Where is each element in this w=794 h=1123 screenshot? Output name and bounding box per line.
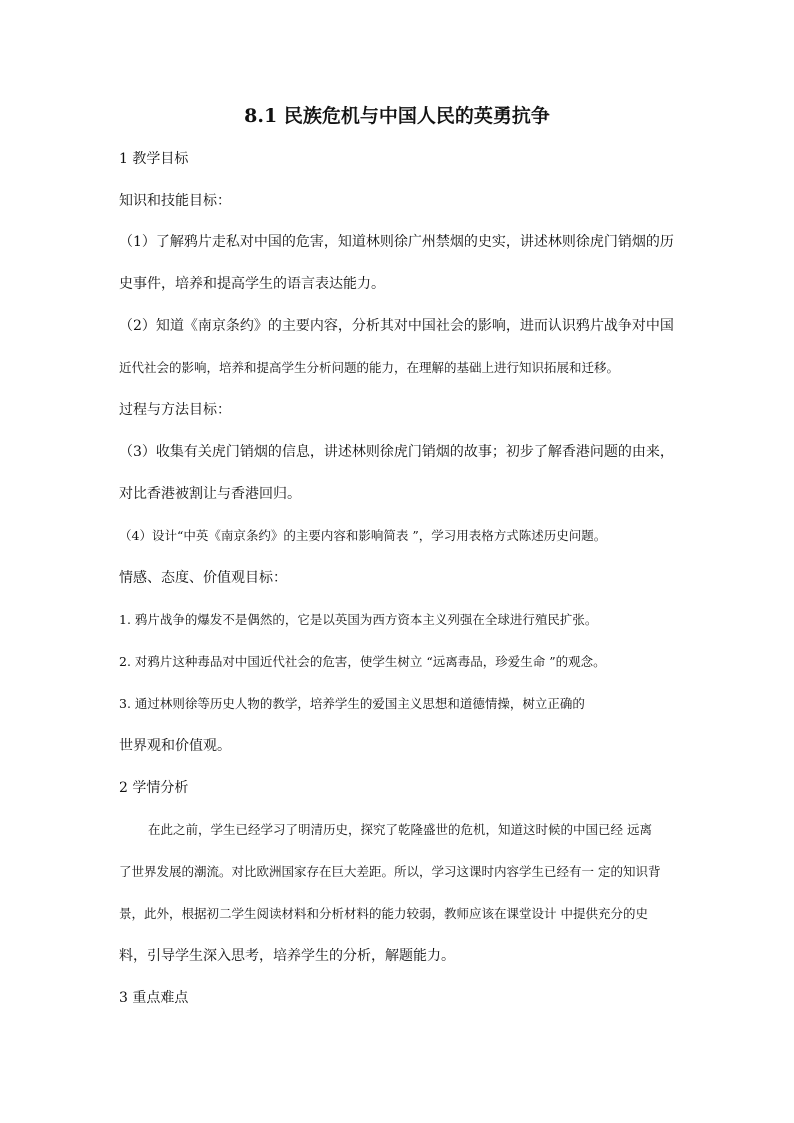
analysis-paragraph-line-4: 料，引导学生深入思考，培养学生的分析，解题能力。 <box>119 948 455 964</box>
objective-item-3-line-2: 对比香港被割让与香港回归。 <box>119 486 301 502</box>
document-title: 8.1 民族危机与中国人民的英勇抗争 <box>244 105 550 127</box>
value-point-2: 2. 对鸦片这种毒品对中国近代社会的危害，使学生树立 “远离毒品，珍爱生命 ”的观念。 <box>119 654 606 669</box>
objective-item-1-line-1: （1）了解鸦片走私对中国的危害，知道林则徐广州禁烟的史实，讲述林则徐虎门销烟的历 <box>119 234 674 250</box>
section-heading-objectives: 1 教学目标 <box>119 151 189 167</box>
subheading-process-methods: 过程与方法目标： <box>119 402 231 418</box>
value-point-3-line-1: 3. 通过林则徐等历史人物的教学，培养学生的爱国主义思想和道德情操，树立正确的 <box>119 696 585 711</box>
section-heading-key-difficulties: 3 重点难点 <box>119 990 189 1006</box>
subheading-knowledge-skills: 知识和技能目标： <box>119 193 231 209</box>
subheading-emotion-values: 情感、态度、价值观目标： <box>119 570 287 586</box>
objective-item-2-line-1: （2）知道《南京条约》的主要内容，分析其对中国社会的影响，进而认识鸦片战争对中国 <box>119 318 674 334</box>
analysis-paragraph-line-1: 在此之前，学生已经学习了明清历史，探究了乾隆盛世的危机，知道这时候的中国已经 远离 <box>148 822 652 837</box>
objective-item-2-line-2: 近代社会的影响，培养和提高学生分析问题的能力，在理解的基础上进行知识拓展和迁移。 <box>119 360 620 375</box>
objective-item-3-line-1: （3）收集有关虎门销烟的信息，讲述林则徐虎门销烟的故事；初步了解香港问题的由来， <box>119 444 674 460</box>
value-point-1: 1. 鸦片战争的爆发不是偶然的，它是以英国为西方资本主义列强在全球进行殖民扩张。 <box>119 612 598 627</box>
analysis-paragraph-line-3: 景，此外，根据初二学生阅读材料和分析材料的能力较弱，教师应该在课堂设计 中提供充分的史 <box>119 906 648 921</box>
value-point-3-line-2: 世界观和价值观。 <box>119 738 231 754</box>
objective-item-4: （4）设计“中英《南京条约》的主要内容和影响简表 ”，学习用表格方式陈述历史问题。 <box>119 528 607 543</box>
objective-item-1-line-2: 史事件，培养和提高学生的语言表达能力。 <box>119 276 385 292</box>
analysis-paragraph-line-2: 了世界发展的潮流。对比欧洲国家存在巨大差距。所以，学习这课时内容学生已经有一 定的知识背 <box>119 864 661 879</box>
section-heading-learner-analysis: 2 学情分析 <box>119 780 189 796</box>
